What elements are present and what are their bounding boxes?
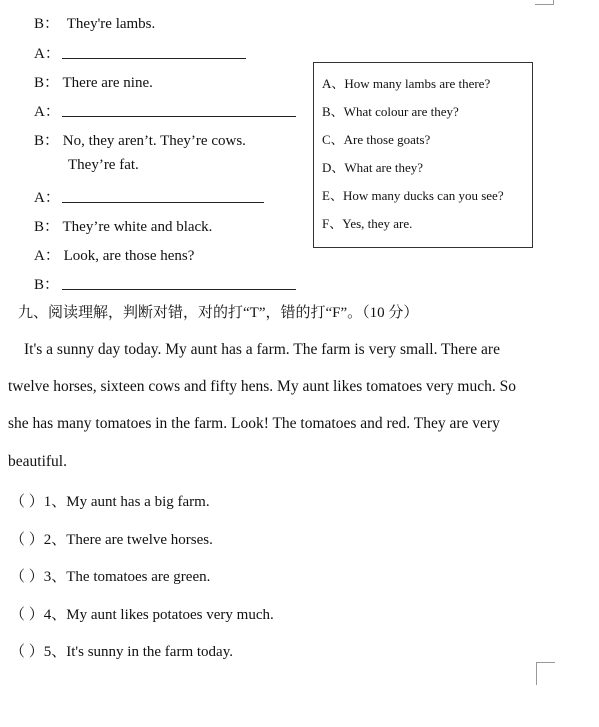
question-text: 3、The tomatoes are green. <box>43 569 211 585</box>
answer-parentheses[interactable]: （ ） <box>10 532 44 548</box>
dialogue-line-5 <box>34 129 246 150</box>
speaker-label: A： <box>34 46 60 62</box>
dialogue-text: They’re fat. <box>68 157 139 173</box>
dialogue-line-8 <box>34 215 212 236</box>
option-b: B、What colour are they? <box>322 104 459 119</box>
option-a: A、How many lambs are there? <box>322 76 491 91</box>
page-corner-mark-bottom <box>536 662 555 685</box>
option-f: F、Yes, they are. <box>322 216 413 231</box>
dialogue-line-7 <box>34 186 60 207</box>
passage-line-2: twelve horses, sixteen cows and fifty hens. My aunt likes tomatoes very much. So <box>8 378 516 395</box>
question-text: 5、It's sunny in the farm today. <box>43 644 233 660</box>
answer-parentheses[interactable]: （ ） <box>10 644 44 660</box>
question-item <box>10 603 274 624</box>
answer-blank-1[interactable] <box>62 58 246 59</box>
question-item <box>10 528 213 549</box>
question-text: 2、There are twelve horses. <box>43 532 213 548</box>
question-item <box>10 640 233 661</box>
speaker-label: B： <box>34 277 60 293</box>
option-c: C、Are those goats? <box>322 132 431 147</box>
dialogue-text: They're lambs. <box>66 16 156 32</box>
answer-parentheses[interactable]: （ ） <box>10 494 44 510</box>
question-text: 4、My aunt likes potatoes very much. <box>43 607 274 623</box>
dialogue-text: They’re white and black. <box>62 219 213 235</box>
speaker-label: B： <box>34 16 60 32</box>
speaker-label: B： <box>34 75 60 91</box>
answer-blank-3[interactable] <box>62 202 264 203</box>
dialogue-line-9 <box>34 244 194 265</box>
dialogue-text: No, they aren’t. They’re cows. <box>62 133 246 149</box>
passage-line-4: beautiful. <box>8 453 67 470</box>
speaker-label: B： <box>34 133 60 149</box>
question-item <box>10 565 210 586</box>
dialogue-line-6 <box>68 157 139 174</box>
passage-line-3: she has many tomatoes in the farm. Look! The tomatoes and red. They are very <box>8 415 500 432</box>
answer-blank-2[interactable] <box>62 116 296 117</box>
dialogue-text: Look, are those hens? <box>63 248 195 264</box>
speaker-label: B： <box>34 219 60 235</box>
dialogue-line-3 <box>34 71 153 92</box>
option-d: D、What are they? <box>322 160 424 175</box>
speaker-label: A： <box>34 104 60 120</box>
dialogue-line-4 <box>34 100 60 121</box>
question-text: 1、My aunt has a big farm. <box>43 494 210 510</box>
option-e: E、How many ducks can you see? <box>322 188 504 203</box>
speaker-label: A： <box>34 248 60 264</box>
dialogue-line-10 <box>34 273 59 294</box>
answer-blank-4[interactable] <box>62 289 296 290</box>
page-corner-mark-top <box>535 0 554 5</box>
speaker-label: A： <box>34 190 60 206</box>
passage-line-1: It's a sunny day today. My aunt has a farm. The farm is very small. There are <box>24 341 500 358</box>
dialogue-line-2 <box>34 42 60 63</box>
section-title: 九、阅读理解，判断对错，对的打“T”，错的打“F”。（10 分） <box>18 305 419 321</box>
question-item <box>10 490 210 511</box>
options-box <box>313 62 533 248</box>
answer-parentheses[interactable]: （ ） <box>10 607 44 623</box>
dialogue-text: There are nine. <box>62 75 153 91</box>
dialogue-line-1 <box>34 12 155 33</box>
answer-parentheses[interactable]: （ ） <box>10 569 44 585</box>
